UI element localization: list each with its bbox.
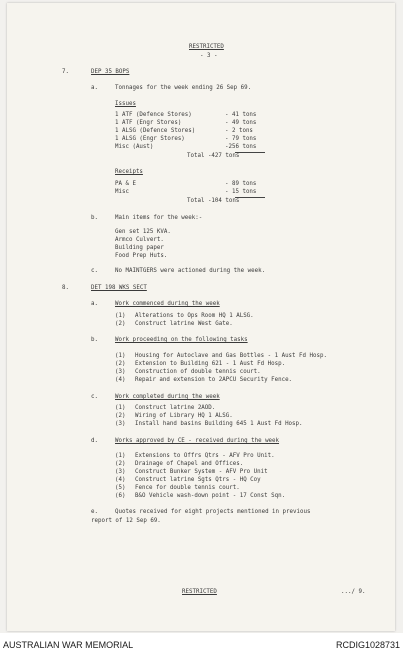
para-7-number: 7. xyxy=(62,69,69,75)
list-number: (4) xyxy=(115,377,126,383)
issues-total: Total -427 tons xyxy=(187,153,240,159)
list-item: Construct Bunker System - AFV Pro Unit xyxy=(135,469,268,475)
list-number: (1) xyxy=(115,405,126,411)
archive-footer xyxy=(0,633,403,654)
para-8c-label: c. xyxy=(91,394,98,400)
list-item: Alterations to Ops Room HQ 1 ALSG. xyxy=(135,313,254,319)
para-8d-label: d. xyxy=(91,438,98,444)
archive-reference: RCDIG1028731 xyxy=(335,640,400,650)
archive-name: AUSTRALIAN WAR MEMORIAL xyxy=(3,640,134,650)
issue-item: 1 ATF (Defence Stores) xyxy=(115,112,192,118)
main-item: Building paper xyxy=(115,245,164,251)
main-item: Armco Culvert. xyxy=(115,237,164,243)
total-rule xyxy=(235,197,265,198)
continuation-marker: .../ 9. xyxy=(341,589,366,595)
list-number: (2) xyxy=(115,461,126,467)
header-classification: RESTRICTED xyxy=(189,44,224,50)
para-7b-label: b. xyxy=(91,215,98,221)
para-8-number: 8. xyxy=(62,285,69,291)
list-item: Housing for Autoclave and Gas Bottles - 1 Aust Fd Hosp. xyxy=(135,353,327,359)
list-item: Construct latrine 2AOD. xyxy=(135,405,216,411)
para-7a-label: a. xyxy=(91,85,98,91)
list-number: (1) xyxy=(115,313,126,319)
para-8e-label: e. xyxy=(91,509,98,515)
para-8d-title: Works approved by CE - received during the week xyxy=(115,438,280,444)
list-number: (4) xyxy=(115,477,126,483)
para-8a-label: a. xyxy=(91,301,98,307)
issue-item: 1 ALSG (Engr Stores) xyxy=(115,136,185,142)
list-number: (2) xyxy=(115,321,126,327)
para-7c-text: No MAINTGERS were actioned during the week. xyxy=(115,268,266,274)
issue-item: Misc (Aust) xyxy=(115,144,154,150)
para-8b-label: b. xyxy=(91,337,98,343)
issue-amount: - 41 tons xyxy=(225,112,257,118)
list-number: (5) xyxy=(115,485,126,491)
list-number: (2) xyxy=(115,413,126,419)
para-7c-label: c. xyxy=(91,268,98,274)
issue-amount: - 79 tons xyxy=(225,136,257,142)
receipt-item: PA & E xyxy=(115,181,136,187)
para-7-heading: DEP 35 BOPS xyxy=(91,69,130,75)
para-8b-title: Work proceeding on the following tasks xyxy=(115,337,248,343)
issue-item: 1 ATF (Engr Stores) xyxy=(115,120,182,126)
para-8e-line1: Quotes received for eight projects mentioned in previous xyxy=(115,509,311,515)
issue-amount: -256 tons xyxy=(225,144,257,150)
main-item: Food Prep Huts. xyxy=(115,253,168,259)
list-number: (3) xyxy=(115,469,126,475)
list-item: Extensions to Offrs Qtrs - AFV Pro Unit. xyxy=(135,453,275,459)
list-item: B&O Vehicle wash-down point - 17 Const Sqn. xyxy=(135,493,286,499)
issues-title: Issues xyxy=(115,101,136,107)
list-number: (3) xyxy=(115,369,126,375)
list-item: Construction of double tennis court. xyxy=(135,369,261,375)
list-number: (6) xyxy=(115,493,126,499)
list-number: (1) xyxy=(115,353,126,359)
receipt-item: Misc xyxy=(115,189,129,195)
list-item: Construct latrine West Gate. xyxy=(135,321,233,327)
list-item: Wiring of Library HQ 1 ALSG. xyxy=(135,413,233,419)
list-item: Fence for double tennis court. xyxy=(135,485,240,491)
main-item: Gen set 125 KVA. xyxy=(115,229,171,235)
para-7b-text: Main items for the week:- xyxy=(115,215,203,221)
para-8a-title: Work commenced during the week xyxy=(115,301,220,307)
list-item: Repair and extension to 2APCU Security Fence. xyxy=(135,377,293,383)
footer-classification: RESTRICTED xyxy=(182,589,217,595)
list-item: Construct latrine Sgts Qtrs - HQ Coy xyxy=(135,477,261,483)
receipts-total: Total -104 tons xyxy=(187,198,240,204)
list-number: (1) xyxy=(115,453,126,459)
issue-amount: - 49 tons xyxy=(225,120,257,126)
issue-item: 1 ALSG (Defence Stores) xyxy=(115,128,196,134)
para-8-heading: DET 198 WKS SECT xyxy=(91,285,147,291)
receipts-title: Receipts xyxy=(115,169,143,175)
total-rule xyxy=(235,152,265,153)
page-number: - 3 - xyxy=(200,53,218,59)
para-7a-text: Tonnages for the week ending 26 Sep 69. xyxy=(115,85,252,91)
list-item: Install hand basins Building 645 1 Aust Fd Hosp. xyxy=(135,421,303,427)
issue-amount: - 2 tons xyxy=(225,128,253,134)
document-page xyxy=(7,3,395,631)
list-item: Drainage of Chapel and Offices. xyxy=(135,461,244,467)
receipt-amount: - 15 tons xyxy=(225,189,257,195)
list-item: Extension to Building 621 - 1 Aust Fd Hosp. xyxy=(135,361,286,367)
para-8c-title: Work completed during the week xyxy=(115,394,220,400)
receipt-amount: - 89 tons xyxy=(225,181,257,187)
list-number: (3) xyxy=(115,421,126,427)
list-number: (2) xyxy=(115,361,126,367)
para-8e-line2: report of 12 Sep 69. xyxy=(91,518,161,524)
